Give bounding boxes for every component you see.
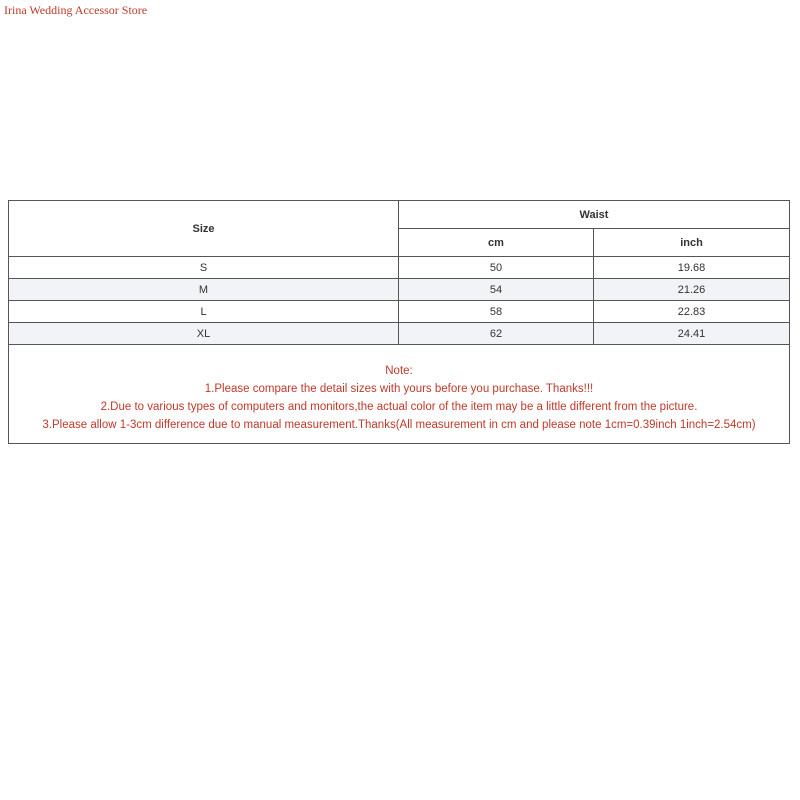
notes-section — [9, 345, 790, 444]
size-chart-table — [8, 200, 790, 444]
cm-cell: 50 — [399, 257, 594, 279]
table-row — [9, 257, 790, 279]
size-cell: L — [9, 301, 399, 323]
note-line-3: 3.Please allow 1-3cm difference due to manual measurement.Thanks(All measurement in cm and please note 1cm=0.39inch 1inch=2.54cm) — [42, 419, 756, 431]
note-title: Note: — [385, 365, 413, 377]
size-cell: XL — [9, 323, 399, 345]
inch-column-header: inch — [594, 229, 790, 257]
inch-cell: 24.41 — [594, 323, 790, 345]
note-line-2: 2.Due to various types of computers and monitors,the actual color of the item may be a little different from the picture. — [100, 401, 698, 413]
note-line-1: 1.Please compare the detail sizes with yours before you purchase. Thanks!!! — [204, 383, 594, 395]
inch-cell: 22.83 — [594, 301, 790, 323]
table-row — [9, 301, 790, 323]
table-row — [9, 279, 790, 301]
inch-cell: 21.26 — [594, 279, 790, 301]
cm-cell: 54 — [399, 279, 594, 301]
table-row — [9, 323, 790, 345]
size-column-header: Size — [9, 201, 399, 257]
cm-column-header: cm — [399, 229, 594, 257]
waist-column-header: Waist — [399, 201, 790, 229]
cm-cell: 58 — [399, 301, 594, 323]
store-name: Irina Wedding Accessor Store — [4, 3, 148, 17]
inch-cell: 19.68 — [594, 257, 790, 279]
size-cell: M — [9, 279, 399, 301]
size-cell: S — [9, 257, 399, 279]
cm-cell: 62 — [399, 323, 594, 345]
